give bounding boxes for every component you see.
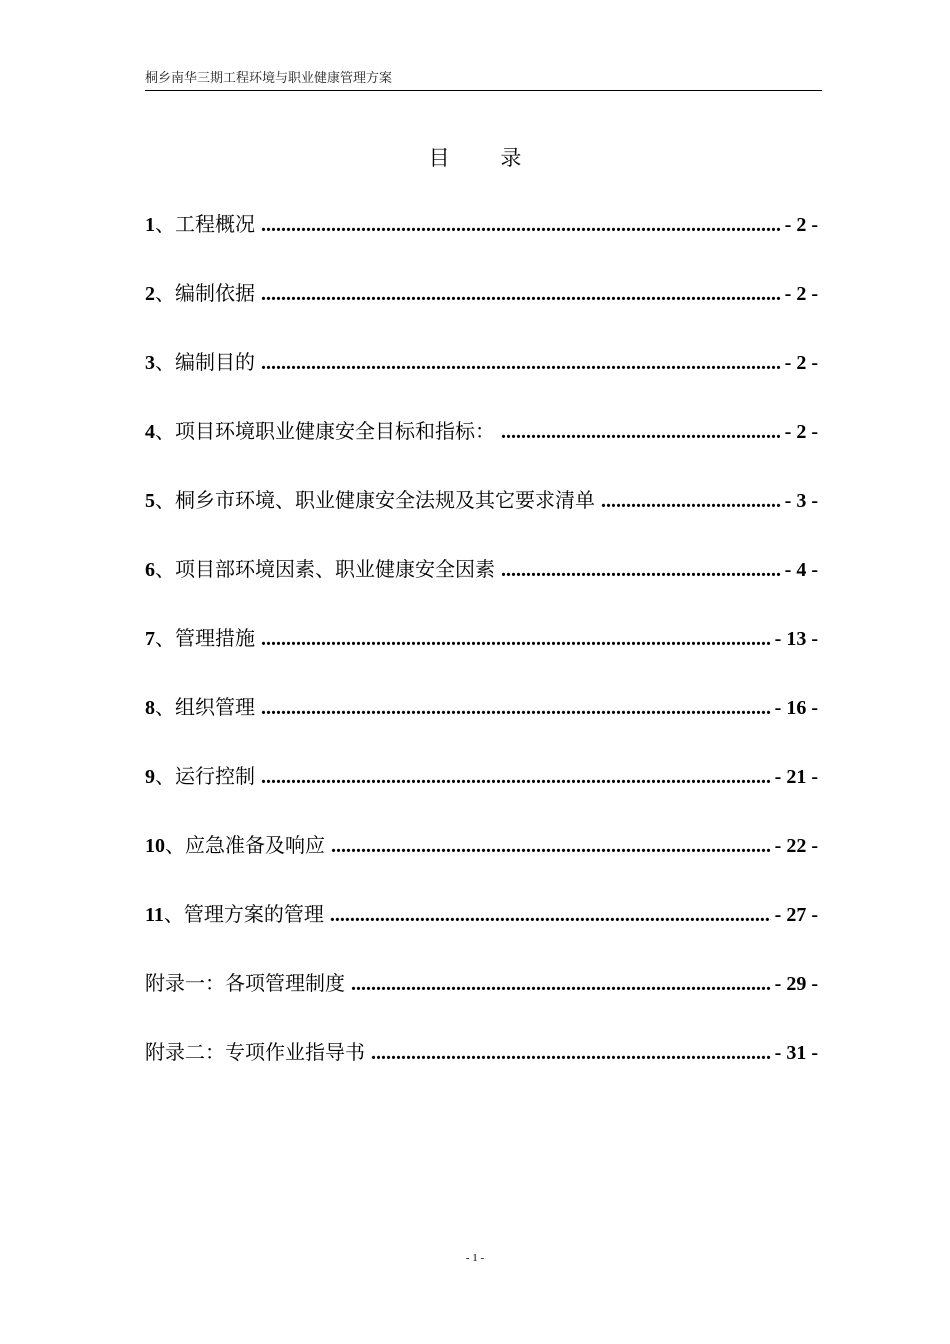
toc-entry-separator: 、: [155, 626, 175, 650]
toc-entry[interactable]: [145, 553, 818, 622]
running-header: [145, 70, 822, 91]
toc-dot-leader: [351, 973, 771, 996]
toc-entry[interactable]: [145, 622, 818, 691]
toc-entry-page: - 21 -: [774, 766, 818, 788]
toc-title: 目 录: [428, 146, 544, 170]
toc-entry[interactable]: [145, 760, 818, 829]
toc-entry-page: - 13 -: [774, 628, 818, 650]
table-of-contents: [145, 208, 818, 1105]
toc-entry-label: 管理措施: [175, 626, 255, 650]
page-number: - 1 -: [465, 1252, 485, 1264]
toc-entry-separator: 、: [155, 764, 175, 788]
toc-entry-label: 项目环境职业健康安全目标和指标：: [175, 419, 495, 443]
toc-dot-leader: [261, 628, 771, 651]
toc-entry-number: 4: [145, 421, 155, 443]
toc-entry-page: - 2 -: [784, 214, 818, 236]
toc-dot-leader: [501, 421, 781, 444]
toc-entry-label: 桐乡市环境、职业健康安全法规及其它要求清单: [175, 488, 595, 512]
toc-entry-page: - 29 -: [774, 973, 818, 995]
toc-dot-leader: [331, 835, 771, 858]
toc-entry-separator: 、: [155, 281, 175, 305]
toc-entry-number: 2: [145, 283, 155, 305]
toc-entry-page: - 22 -: [774, 835, 818, 857]
toc-entry-label: 附录一：各项管理制度: [145, 971, 345, 995]
toc-dot-leader: [601, 490, 781, 513]
toc-entry-number: 7: [145, 628, 155, 650]
toc-dot-leader: [261, 697, 771, 720]
toc-entry-number: 11: [145, 904, 164, 926]
toc-entry-number: 6: [145, 559, 155, 581]
toc-entry-separator: 、: [155, 419, 175, 443]
toc-entry-separator: 、: [155, 488, 175, 512]
toc-entry-label: 编制依据: [175, 281, 255, 305]
toc-dot-leader: [501, 559, 781, 582]
toc-entry-page: - 2 -: [784, 352, 818, 374]
toc-entry-number: 5: [145, 490, 155, 512]
toc-dot-leader: [261, 283, 781, 306]
toc-entry[interactable]: [145, 691, 818, 760]
toc-entry[interactable]: [145, 208, 818, 277]
toc-entry-label: 管理方案的管理: [183, 902, 324, 926]
toc-entry-separator: 、: [155, 557, 175, 581]
toc-entry[interactable]: [145, 484, 818, 553]
toc-entry-page: - 2 -: [784, 283, 818, 305]
toc-entry[interactable]: [145, 829, 818, 898]
toc-entry-label: 工程概况: [175, 212, 255, 236]
toc-entry-number: 8: [145, 697, 155, 719]
toc-entry-label: 应急准备及响应: [185, 833, 325, 857]
toc-entry-page: - 27 -: [774, 904, 818, 926]
toc-entry-separator: 、: [163, 902, 184, 926]
toc-entry-number: 9: [145, 766, 155, 788]
toc-entry-label: 项目部环境因素、职业健康安全因素: [175, 557, 495, 581]
toc-entry-separator: 、: [165, 833, 185, 857]
toc-entry-separator: 、: [155, 350, 175, 374]
toc-entry-separator: 、: [155, 212, 175, 236]
toc-entry[interactable]: [145, 967, 818, 1036]
toc-entry-label: 编制目的: [175, 350, 255, 374]
toc-entry-page: - 31 -: [774, 1042, 818, 1064]
header-title: 桐乡南华三期工程环境与职业健康管理方案: [145, 71, 393, 86]
toc-entry[interactable]: [145, 415, 818, 484]
toc-entry[interactable]: [145, 898, 818, 967]
toc-entry-number: 10: [145, 835, 165, 857]
toc-entry-page: - 3 -: [784, 490, 818, 512]
toc-entry[interactable]: [145, 277, 818, 346]
toc-entry-page: - 16 -: [774, 697, 818, 719]
toc-entry[interactable]: [145, 1036, 818, 1105]
toc-entry-number: 1: [145, 214, 155, 236]
toc-entry-label: 组织管理: [175, 695, 255, 719]
toc-entry-label: 附录二：专项作业指导书: [145, 1040, 365, 1064]
toc-dot-leader: [330, 904, 771, 927]
toc-entry[interactable]: [145, 346, 818, 415]
toc-entry-page: - 4 -: [784, 559, 818, 581]
toc-dot-leader: [261, 352, 781, 375]
toc-entry-separator: 、: [155, 695, 175, 719]
toc-dot-leader: [261, 766, 771, 789]
toc-entry-label: 运行控制: [175, 764, 255, 788]
toc-dot-leader: [371, 1042, 771, 1065]
toc-dot-leader: [261, 214, 781, 237]
toc-entry-page: - 2 -: [784, 421, 818, 443]
toc-entry-number: 3: [145, 352, 155, 374]
